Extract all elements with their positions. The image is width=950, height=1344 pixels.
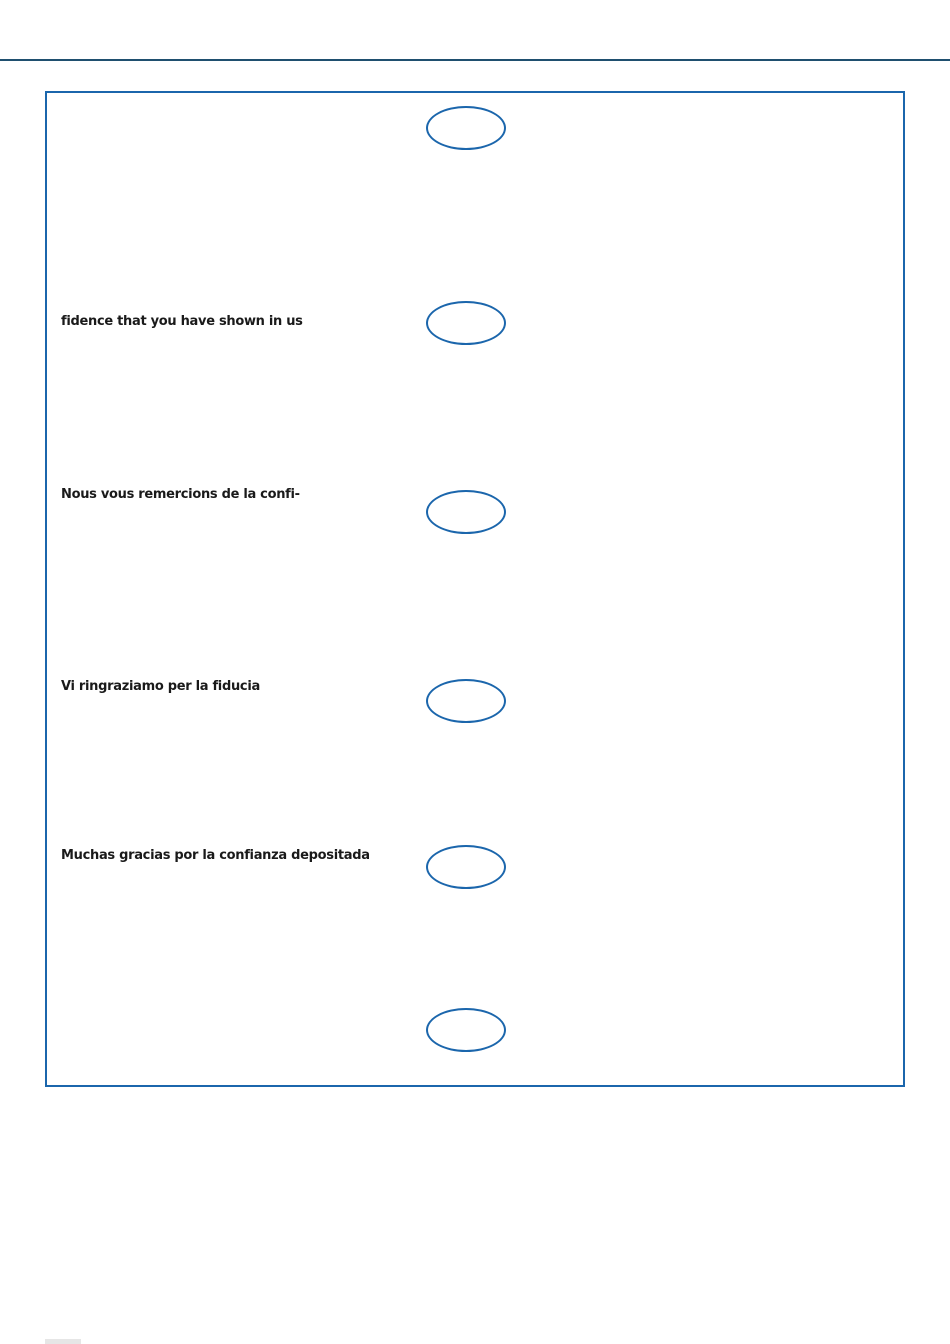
header-rule [0, 59, 950, 61]
english-text: fidence that you have shown in us [61, 314, 303, 329]
italian-text: Vi ringraziamo per la fiducia [61, 679, 260, 694]
language-oval-2 [426, 301, 506, 345]
language-oval-5 [426, 845, 506, 889]
spanish-text: Muchas gracias por la confianza depositada [61, 848, 370, 863]
language-oval-4 [426, 679, 506, 723]
page-corner-mark [45, 1339, 81, 1344]
language-oval-6 [426, 1008, 506, 1052]
language-oval-1 [426, 106, 506, 150]
language-oval-3 [426, 490, 506, 534]
content-frame [45, 91, 905, 1087]
french-text: Nous vous remercions de la confi- [61, 487, 300, 502]
